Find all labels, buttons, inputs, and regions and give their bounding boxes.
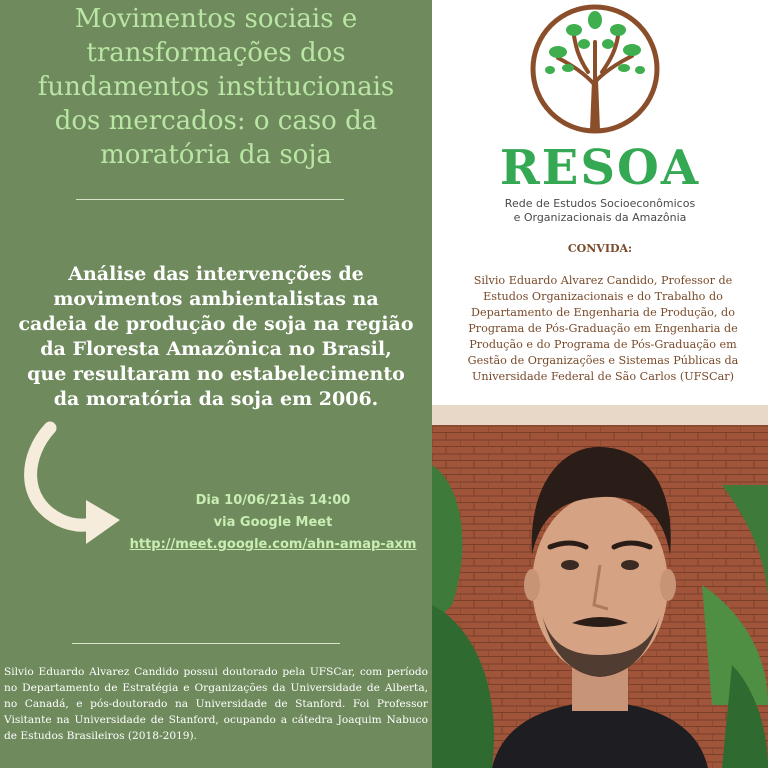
event-description: Análise das intervenções de movimentos ambientalistas na cadeia de produção de soja na região da Floresta Amazônica no Brasil, que resultaram no estabelecimento da moratória da soja em 2006. — [18, 263, 414, 410]
org-name: RESOA — [499, 140, 701, 196]
invite-heading: CONVIDA: — [567, 242, 633, 255]
page-title: Movimentos sociais e transformações dos fundamentos institucionais dos mercados: o caso da moratória da soja — [37, 4, 395, 170]
event-info — [118, 490, 428, 556]
divider-bottom — [72, 643, 340, 644]
org-panel — [432, 0, 768, 405]
divider-top — [76, 199, 344, 200]
tree-logo-icon — [528, 2, 662, 136]
speaker-bio: Silvio Eduardo Alvarez Candido possui doutorado pela UFSCar, com período no Departamento de Estratégia e Organizações da Universidade de Alberta, no Canadá, e pós-doutorado na Universidade de Stanford. Foi Professor Visitante na Universidade de Stanford, ocupando a cátedra Joaquim Nabuco de Estudos Brasileiros (2018-2019). — [4, 666, 428, 742]
curved-arrow-icon — [20, 420, 130, 550]
speaker-photo-image — [432, 405, 768, 768]
org-subtitle-line2: e Organizacionais da Amazônia — [513, 211, 687, 224]
org-subtitle — [432, 197, 768, 225]
event-platform: via Google Meet — [213, 515, 333, 530]
speaker-photo — [432, 405, 768, 768]
org-subtitle-line1: Rede de Estudos Socioeconômicos — [504, 197, 696, 210]
invite-text: Silvio Eduardo Alvarez Candido, Professor de Estudos Organizacionais e do Trabalho do Departamento de Engenharia de Produção, do Programa de Pós-Graduação em Engenharia de Produção e do Programa de Pós-Graduação em Gestão de Organizações e Sistemas Públicas da Universidade Federal de São Carlos (UFSCar) — [467, 274, 739, 383]
meet-link[interactable]: http://meet.google.com/ahn-amap-axm — [129, 537, 417, 552]
event-date: Dia 10/06/21às 14:00 — [195, 493, 351, 508]
